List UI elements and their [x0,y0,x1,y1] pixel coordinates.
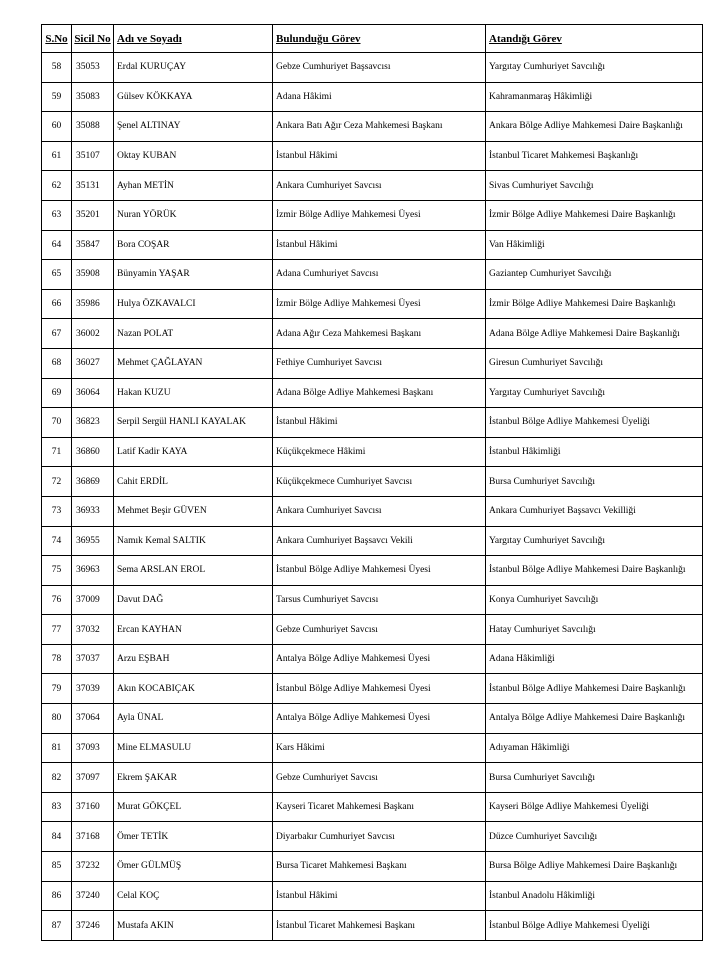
cell-name: Mine ELMASULU [114,733,273,763]
cell-current-position: Kars Hâkimi [273,733,486,763]
cell-new-position: Gaziantep Cumhuriyet Savcılığı [486,260,703,290]
cell-sicil-no: 37009 [72,585,114,615]
cell-new-position: İstanbul Anadolu Hâkimliği [486,881,703,911]
cell-sno: 86 [42,881,72,911]
cell-current-position: Antalya Bölge Adliye Mahkemesi Üyesi [273,704,486,734]
cell-new-position: Giresun Cumhuriyet Savcılığı [486,348,703,378]
cell-sno: 66 [42,289,72,319]
cell-new-position: İstanbul Bölge Adliye Mahkemesi Daire Başkanlığı [486,556,703,586]
cell-sno: 63 [42,200,72,230]
cell-name: Nazan POLAT [114,319,273,349]
cell-sno: 70 [42,408,72,438]
cell-sicil-no: 37032 [72,615,114,645]
cell-sno: 64 [42,230,72,260]
cell-current-position: Gebze Cumhuriyet Başsavcısı [273,53,486,83]
cell-new-position: Kayseri Bölge Adliye Mahkemesi Üyeliği [486,792,703,822]
cell-current-position: İstanbul Hâkimi [273,408,486,438]
cell-current-position: İstanbul Hâkimi [273,881,486,911]
cell-sicil-no: 37232 [72,852,114,882]
cell-sicil-no: 36860 [72,437,114,467]
cell-new-position: Adana Bölge Adliye Mahkemesi Daire Başkanlığı [486,319,703,349]
cell-name: Mehmet ÇAĞLAYAN [114,348,273,378]
cell-sicil-no: 37160 [72,792,114,822]
cell-current-position: Bursa Ticaret Mahkemesi Başkanı [273,852,486,882]
cell-current-position: Diyarbakır Cumhuriyet Savcısı [273,822,486,852]
cell-new-position: İstanbul Hâkimliği [486,437,703,467]
cell-sno: 58 [42,53,72,83]
table-row [42,911,703,941]
cell-new-position: Yargıtay Cumhuriyet Savcılığı [486,526,703,556]
cell-new-position: Ankara Cumhuriyet Başsavcı Vekilliği [486,496,703,526]
cell-current-position: Tarsus Cumhuriyet Savcısı [273,585,486,615]
cell-new-position: İstanbul Bölge Adliye Mahkemesi Üyeliği [486,911,703,941]
cell-new-position: İstanbul Bölge Adliye Mahkemesi Daire Başkanlığı [486,674,703,704]
cell-sno: 80 [42,704,72,734]
cell-sicil-no: 37168 [72,822,114,852]
cell-new-position: Yargıtay Cumhuriyet Savcılığı [486,378,703,408]
cell-new-position: Sivas Cumhuriyet Savcılığı [486,171,703,201]
table-row [42,171,703,201]
table-row [42,408,703,438]
cell-name: Mustafa AKIN [114,911,273,941]
cell-sicil-no: 37097 [72,763,114,793]
cell-name: Erdal KURUÇAY [114,53,273,83]
cell-sicil-no: 35986 [72,289,114,319]
cell-sno: 85 [42,852,72,882]
cell-sno: 69 [42,378,72,408]
cell-current-position: İstanbul Hâkimi [273,230,486,260]
cell-new-position: Bursa Bölge Adliye Mahkemesi Daire Başkanlığı [486,852,703,882]
cell-name: Oktay KUBAN [114,141,273,171]
header-name: Adı ve Soyadı [114,25,273,53]
cell-sicil-no: 37037 [72,644,114,674]
cell-current-position: İzmir Bölge Adliye Mahkemesi Üyesi [273,289,486,319]
cell-name: Murat GÖKÇEL [114,792,273,822]
cell-current-position: Adana Hâkimi [273,82,486,112]
cell-new-position: İstanbul Bölge Adliye Mahkemesi Üyeliği [486,408,703,438]
cell-name: Celal KOÇ [114,881,273,911]
cell-sno: 74 [42,526,72,556]
cell-current-position: İstanbul Bölge Adliye Mahkemesi Üyesi [273,556,486,586]
cell-name: Serpil Sergül HANLI KAYALAK [114,408,273,438]
cell-name: Nuran YÖRÜK [114,200,273,230]
cell-new-position: Adana Hâkimliği [486,644,703,674]
cell-sicil-no: 36823 [72,408,114,438]
cell-new-position: İzmir Bölge Adliye Mahkemesi Daire Başkanlığı [486,289,703,319]
cell-sicil-no: 35083 [72,82,114,112]
table-row [42,378,703,408]
cell-sno: 77 [42,615,72,645]
cell-current-position: Adana Cumhuriyet Savcısı [273,260,486,290]
table-row [42,437,703,467]
cell-sno: 61 [42,141,72,171]
table-row [42,467,703,497]
table-row [42,289,703,319]
cell-current-position: İstanbul Hâkimi [273,141,486,171]
table-row [42,496,703,526]
header-current-position: Bulunduğu Görev [273,25,486,53]
cell-sicil-no: 36869 [72,467,114,497]
cell-name: Şenel ALTINAY [114,112,273,142]
cell-current-position: Küçükçekmece Hâkimi [273,437,486,467]
header-sno: S.No [42,25,72,53]
table-row [42,348,703,378]
cell-sicil-no: 36955 [72,526,114,556]
cell-sicil-no: 35088 [72,112,114,142]
table-row [42,615,703,645]
cell-new-position: Adıyaman Hâkimliği [486,733,703,763]
cell-new-position: Bursa Cumhuriyet Savcılığı [486,763,703,793]
table-row [42,53,703,83]
header-new-position: Atandığı Görev [486,25,703,53]
cell-sno: 59 [42,82,72,112]
table-row [42,319,703,349]
table-row [42,200,703,230]
cell-current-position: Antalya Bölge Adliye Mahkemesi Üyesi [273,644,486,674]
cell-current-position: İzmir Bölge Adliye Mahkemesi Üyesi [273,200,486,230]
cell-sicil-no: 37240 [72,881,114,911]
table-row [42,674,703,704]
cell-sno: 82 [42,763,72,793]
cell-sicil-no: 36933 [72,496,114,526]
cell-sicil-no: 35053 [72,53,114,83]
cell-sicil-no: 37246 [72,911,114,941]
cell-current-position: Gebze Cumhuriyet Savcısı [273,763,486,793]
cell-current-position: Kayseri Ticaret Mahkemesi Başkanı [273,792,486,822]
cell-current-position: Ankara Cumhuriyet Savcısı [273,171,486,201]
cell-sno: 79 [42,674,72,704]
cell-sno: 75 [42,556,72,586]
cell-new-position: Düzce Cumhuriyet Savcılığı [486,822,703,852]
table-body [42,53,703,941]
cell-current-position: Gebze Cumhuriyet Savcısı [273,615,486,645]
cell-sicil-no: 35847 [72,230,114,260]
cell-current-position: Ankara Cumhuriyet Başsavcı Vekili [273,526,486,556]
cell-sno: 60 [42,112,72,142]
cell-sno: 72 [42,467,72,497]
cell-sno: 68 [42,348,72,378]
table-row [42,112,703,142]
table-row [42,792,703,822]
appointment-table [41,24,703,941]
cell-name: Ömer TETİK [114,822,273,852]
cell-current-position: Ankara Cumhuriyet Savcısı [273,496,486,526]
cell-current-position: İstanbul Ticaret Mahkemesi Başkanı [273,911,486,941]
cell-sno: 65 [42,260,72,290]
cell-current-position: İstanbul Bölge Adliye Mahkemesi Üyesi [273,674,486,704]
table-row [42,141,703,171]
cell-sicil-no: 35908 [72,260,114,290]
cell-name: Bünyamin YAŞAR [114,260,273,290]
cell-sicil-no: 36002 [72,319,114,349]
table-row [42,230,703,260]
cell-sicil-no: 35107 [72,141,114,171]
table-row [42,822,703,852]
cell-new-position: Konya Cumhuriyet Savcılığı [486,585,703,615]
cell-name: Ayla ÜNAL [114,704,273,734]
table-row [42,585,703,615]
cell-new-position: Van Hâkimliği [486,230,703,260]
cell-name: Hakan KUZU [114,378,273,408]
cell-sno: 67 [42,319,72,349]
cell-name: Cahit ERDİL [114,467,273,497]
table-row [42,82,703,112]
cell-sno: 71 [42,437,72,467]
cell-sicil-no: 37064 [72,704,114,734]
table-row [42,733,703,763]
cell-current-position: Adana Ağır Ceza Mahkemesi Başkanı [273,319,486,349]
cell-name: Ayhan METİN [114,171,273,201]
cell-name: Akın KOCABIÇAK [114,674,273,704]
cell-new-position: İzmir Bölge Adliye Mahkemesi Daire Başkanlığı [486,200,703,230]
cell-name: Latif Kadir KAYA [114,437,273,467]
cell-sicil-no: 35201 [72,200,114,230]
cell-current-position: Fethiye Cumhuriyet Savcısı [273,348,486,378]
table-header [42,25,703,53]
cell-name: Davut DAĞ [114,585,273,615]
header-sicil-no: Sicil No [72,25,114,53]
cell-name: Ömer GÜLMÜŞ [114,852,273,882]
cell-sno: 78 [42,644,72,674]
cell-name: Arzu EŞBAH [114,644,273,674]
cell-current-position: Küçükçekmece Cumhuriyet Savcısı [273,467,486,497]
cell-sicil-no: 36027 [72,348,114,378]
cell-name: Gülsev KÖKKAYA [114,82,273,112]
cell-name: Hulya ÖZKAVALCI [114,289,273,319]
cell-sno: 76 [42,585,72,615]
cell-sno: 73 [42,496,72,526]
cell-name: Bora COŞAR [114,230,273,260]
cell-sno: 84 [42,822,72,852]
cell-new-position: Kahramanmaraş Hâkimliği [486,82,703,112]
cell-name: Namık Kemal SALTIK [114,526,273,556]
cell-new-position: Hatay Cumhuriyet Savcılığı [486,615,703,645]
table-row [42,704,703,734]
cell-new-position: İstanbul Ticaret Mahkemesi Başkanlığı [486,141,703,171]
cell-sicil-no: 37093 [72,733,114,763]
table-row [42,526,703,556]
cell-sno: 87 [42,911,72,941]
header-row [42,25,703,53]
cell-current-position: Adana Bölge Adliye Mahkemesi Başkanı [273,378,486,408]
cell-new-position: Antalya Bölge Adliye Mahkemesi Daire Başkanlığı [486,704,703,734]
table-row [42,763,703,793]
cell-new-position: Ankara Bölge Adliye Mahkemesi Daire Başkanlığı [486,112,703,142]
cell-name: Ekrem ŞAKAR [114,763,273,793]
cell-sicil-no: 36064 [72,378,114,408]
cell-sno: 81 [42,733,72,763]
cell-new-position: Yargıtay Cumhuriyet Savcılığı [486,53,703,83]
cell-sno: 83 [42,792,72,822]
table-row [42,644,703,674]
table-row [42,556,703,586]
table-row [42,852,703,882]
cell-sicil-no: 36963 [72,556,114,586]
cell-current-position: Ankara Batı Ağır Ceza Mahkemesi Başkanı [273,112,486,142]
cell-sno: 62 [42,171,72,201]
cell-new-position: Bursa Cumhuriyet Savcılığı [486,467,703,497]
cell-name: Ercan KAYHAN [114,615,273,645]
cell-sicil-no: 37039 [72,674,114,704]
table-row [42,881,703,911]
cell-sicil-no: 35131 [72,171,114,201]
cell-name: Sema ARSLAN EROL [114,556,273,586]
table-row [42,260,703,290]
cell-name: Mehmet Beşir GÜVEN [114,496,273,526]
